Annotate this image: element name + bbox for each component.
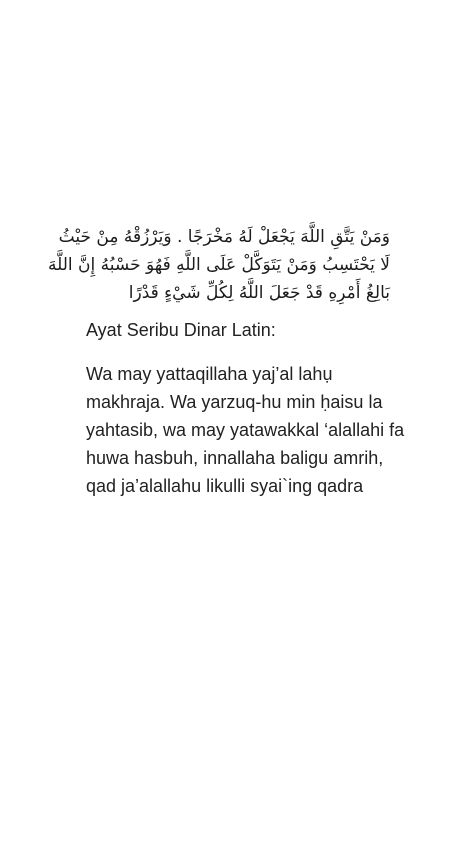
latin-line-1: Wa may yattaqillaha yaj’al lahụ xyxy=(86,364,333,384)
latin-heading: Ayat Seribu Dinar Latin: xyxy=(86,320,276,340)
arabic-line-1: وَمَنْ يَتَّقِ اللَّهَ يَجْعَلْ لَهُ مَخْرَجًا . وَيَرْزُقْهُ مِنْ حَيْثُ xyxy=(58,227,390,247)
latin-line-5: qad ja’alallahu likulli syai`ing qadra xyxy=(86,476,364,496)
arabic-line-2: لَا يَحْتَسِبُ وَمَنْ يَتَوَكَّلْ عَلَى اللَّهِ فَهُوَ حَسْبُهُ إِنَّ اللَّهَ xyxy=(48,255,390,275)
latin-line-2: makhraja. Wa yarzuq-hu min ḥaisu la xyxy=(86,392,383,412)
latin-line-3: yahtasib, wa may yatawakkal ‘alallahi fa xyxy=(86,420,405,440)
arabic-line-3: بَالِغُ أَمْرِهِ قَدْ جَعَلَ اللَّهُ لِكُلِّ شَيْءٍ قَدْرًا xyxy=(128,283,390,303)
arabic-verse xyxy=(48,223,390,307)
latin-line-4: huwa hasbuh, innallaha baligu amrih, xyxy=(86,448,384,468)
latin-transliteration xyxy=(86,360,406,500)
